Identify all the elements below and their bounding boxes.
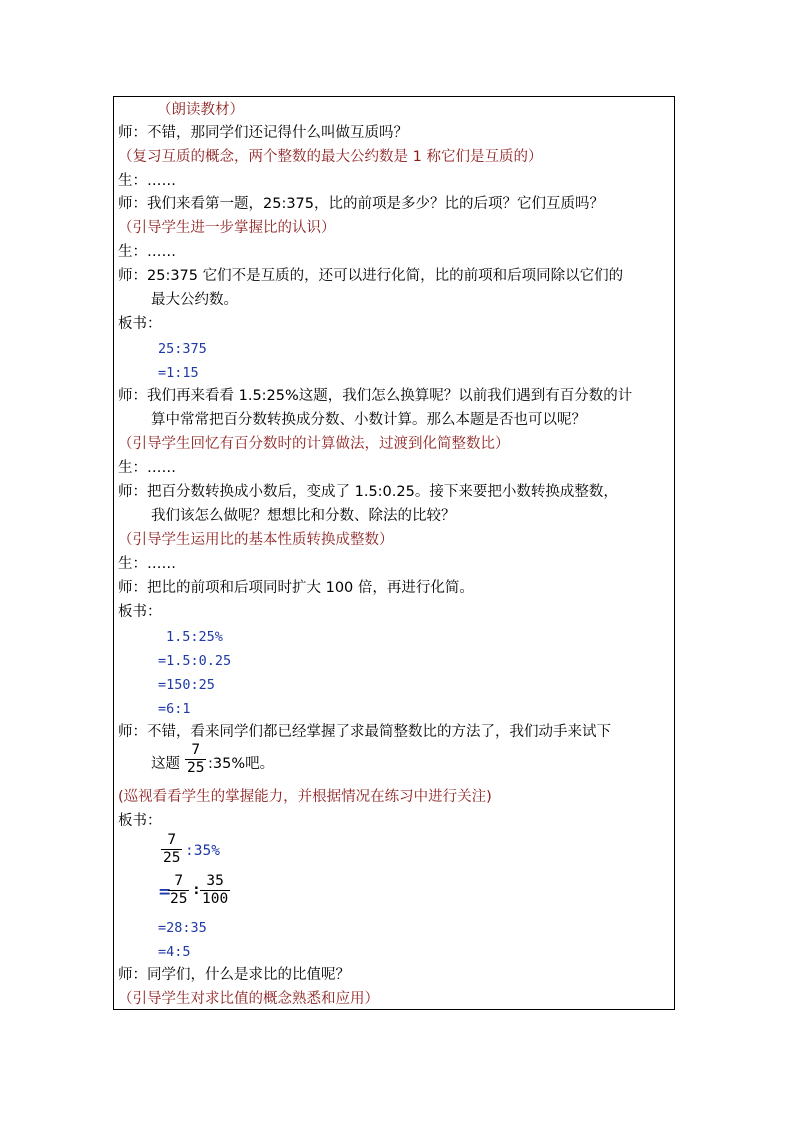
board-label: 板书： [118,316,162,332]
note-line: (巡视看看学生的掌握能力，并根据情况在练习中进行关注) [118,789,492,805]
board-label: 板书： [118,604,162,620]
teacher-line-cont: 这题 [151,756,180,772]
teacher-line-cont: 最大公约数。 [151,292,238,308]
board-formula: =1.5:0.25 [158,653,232,669]
board-formula: =4:5 [158,944,191,960]
teacher-line: 师：把百分数转换成小数后，变成了 1.5:0.25。接下来要把小数转换成整数， [118,484,618,500]
student-line: 生：…… [118,244,176,260]
board-formula: 1.5:25% [166,629,223,645]
board-formula: =1:15 [158,365,199,381]
student-line: 生：…… [118,556,176,572]
colon-sign: : [192,882,201,898]
fraction-numerator: 35 [206,873,224,889]
note-line: （引导学生进一步掌握比的认识） [118,220,336,236]
board-formula: 25:375 [158,341,207,357]
fraction-7-25 [168,873,189,908]
note-line: （引导学生回忆有百分数时的计算做法，过渡到化简整数比） [118,436,510,452]
teacher-line: 师：我们来看第一题，25:375，比的前项是多少？比的后项？它们互质吗？ [118,196,605,212]
fraction-denominator: 25 [187,760,205,776]
note-line: （引导学生对求比值的概念熟悉和应用） [118,991,379,1007]
teacher-line: 师：把比的前项和后项同时扩大 100 倍，再进行化简。 [118,580,474,596]
fraction-numerator: 7 [174,873,184,889]
note-line: （引导学生运用比的基本性质转换成整数） [118,532,394,548]
note-line: （复习互质的概念，两个整数的最大公约数是 1 称它们是互质的） [118,149,543,165]
fraction-denominator: 25 [170,891,188,907]
teacher-line-cont: 算中常常把百分数转换成分数、小数计算。那么本题是否也可以呢？ [151,412,586,428]
fraction-denominator: 25 [163,850,181,866]
fraction-numerator: 7 [167,832,177,848]
fraction-denominator: 100 [202,891,229,907]
teacher-line: 师：不错，那同学们还记得什么叫做互质吗？ [118,125,408,141]
fraction-35-100 [200,873,230,908]
teacher-line: 师：我们再来看看 1.5:25%这题，我们怎么换算呢？以前我们遇到有百分数的计 [118,388,633,404]
student-line: 生：…… [118,173,176,189]
teacher-line-cont: 我们该怎么做呢？想想比和分数、除法的比较？ [151,508,456,524]
fraction-7-25 [161,832,182,867]
board-formula: :35% [185,843,220,859]
student-line: 生：…… [118,460,176,476]
teacher-line: 师：不错，看来同学们都已经掌握了求最简整数比的方法了，我们动手来试下 [118,724,611,740]
equals-sign: = [158,882,172,901]
board-label: 板书： [118,813,162,829]
fraction-numerator: 7 [191,742,201,758]
board-formula: =6:1 [158,701,191,717]
teacher-line: 师：25:375 它们不是互质的，还可以进行化简，比的前项和后项同除以它们的 [118,268,624,284]
fraction-7-25 [185,742,206,777]
note-line: （朗读教材） [157,102,244,118]
teacher-line: 师：同学们，什么是求比的比值呢？ [118,967,350,983]
board-formula: =150:25 [158,677,215,693]
teacher-line-cont: :35%吧。 [208,756,275,772]
board-formula: =28:35 [158,920,207,936]
